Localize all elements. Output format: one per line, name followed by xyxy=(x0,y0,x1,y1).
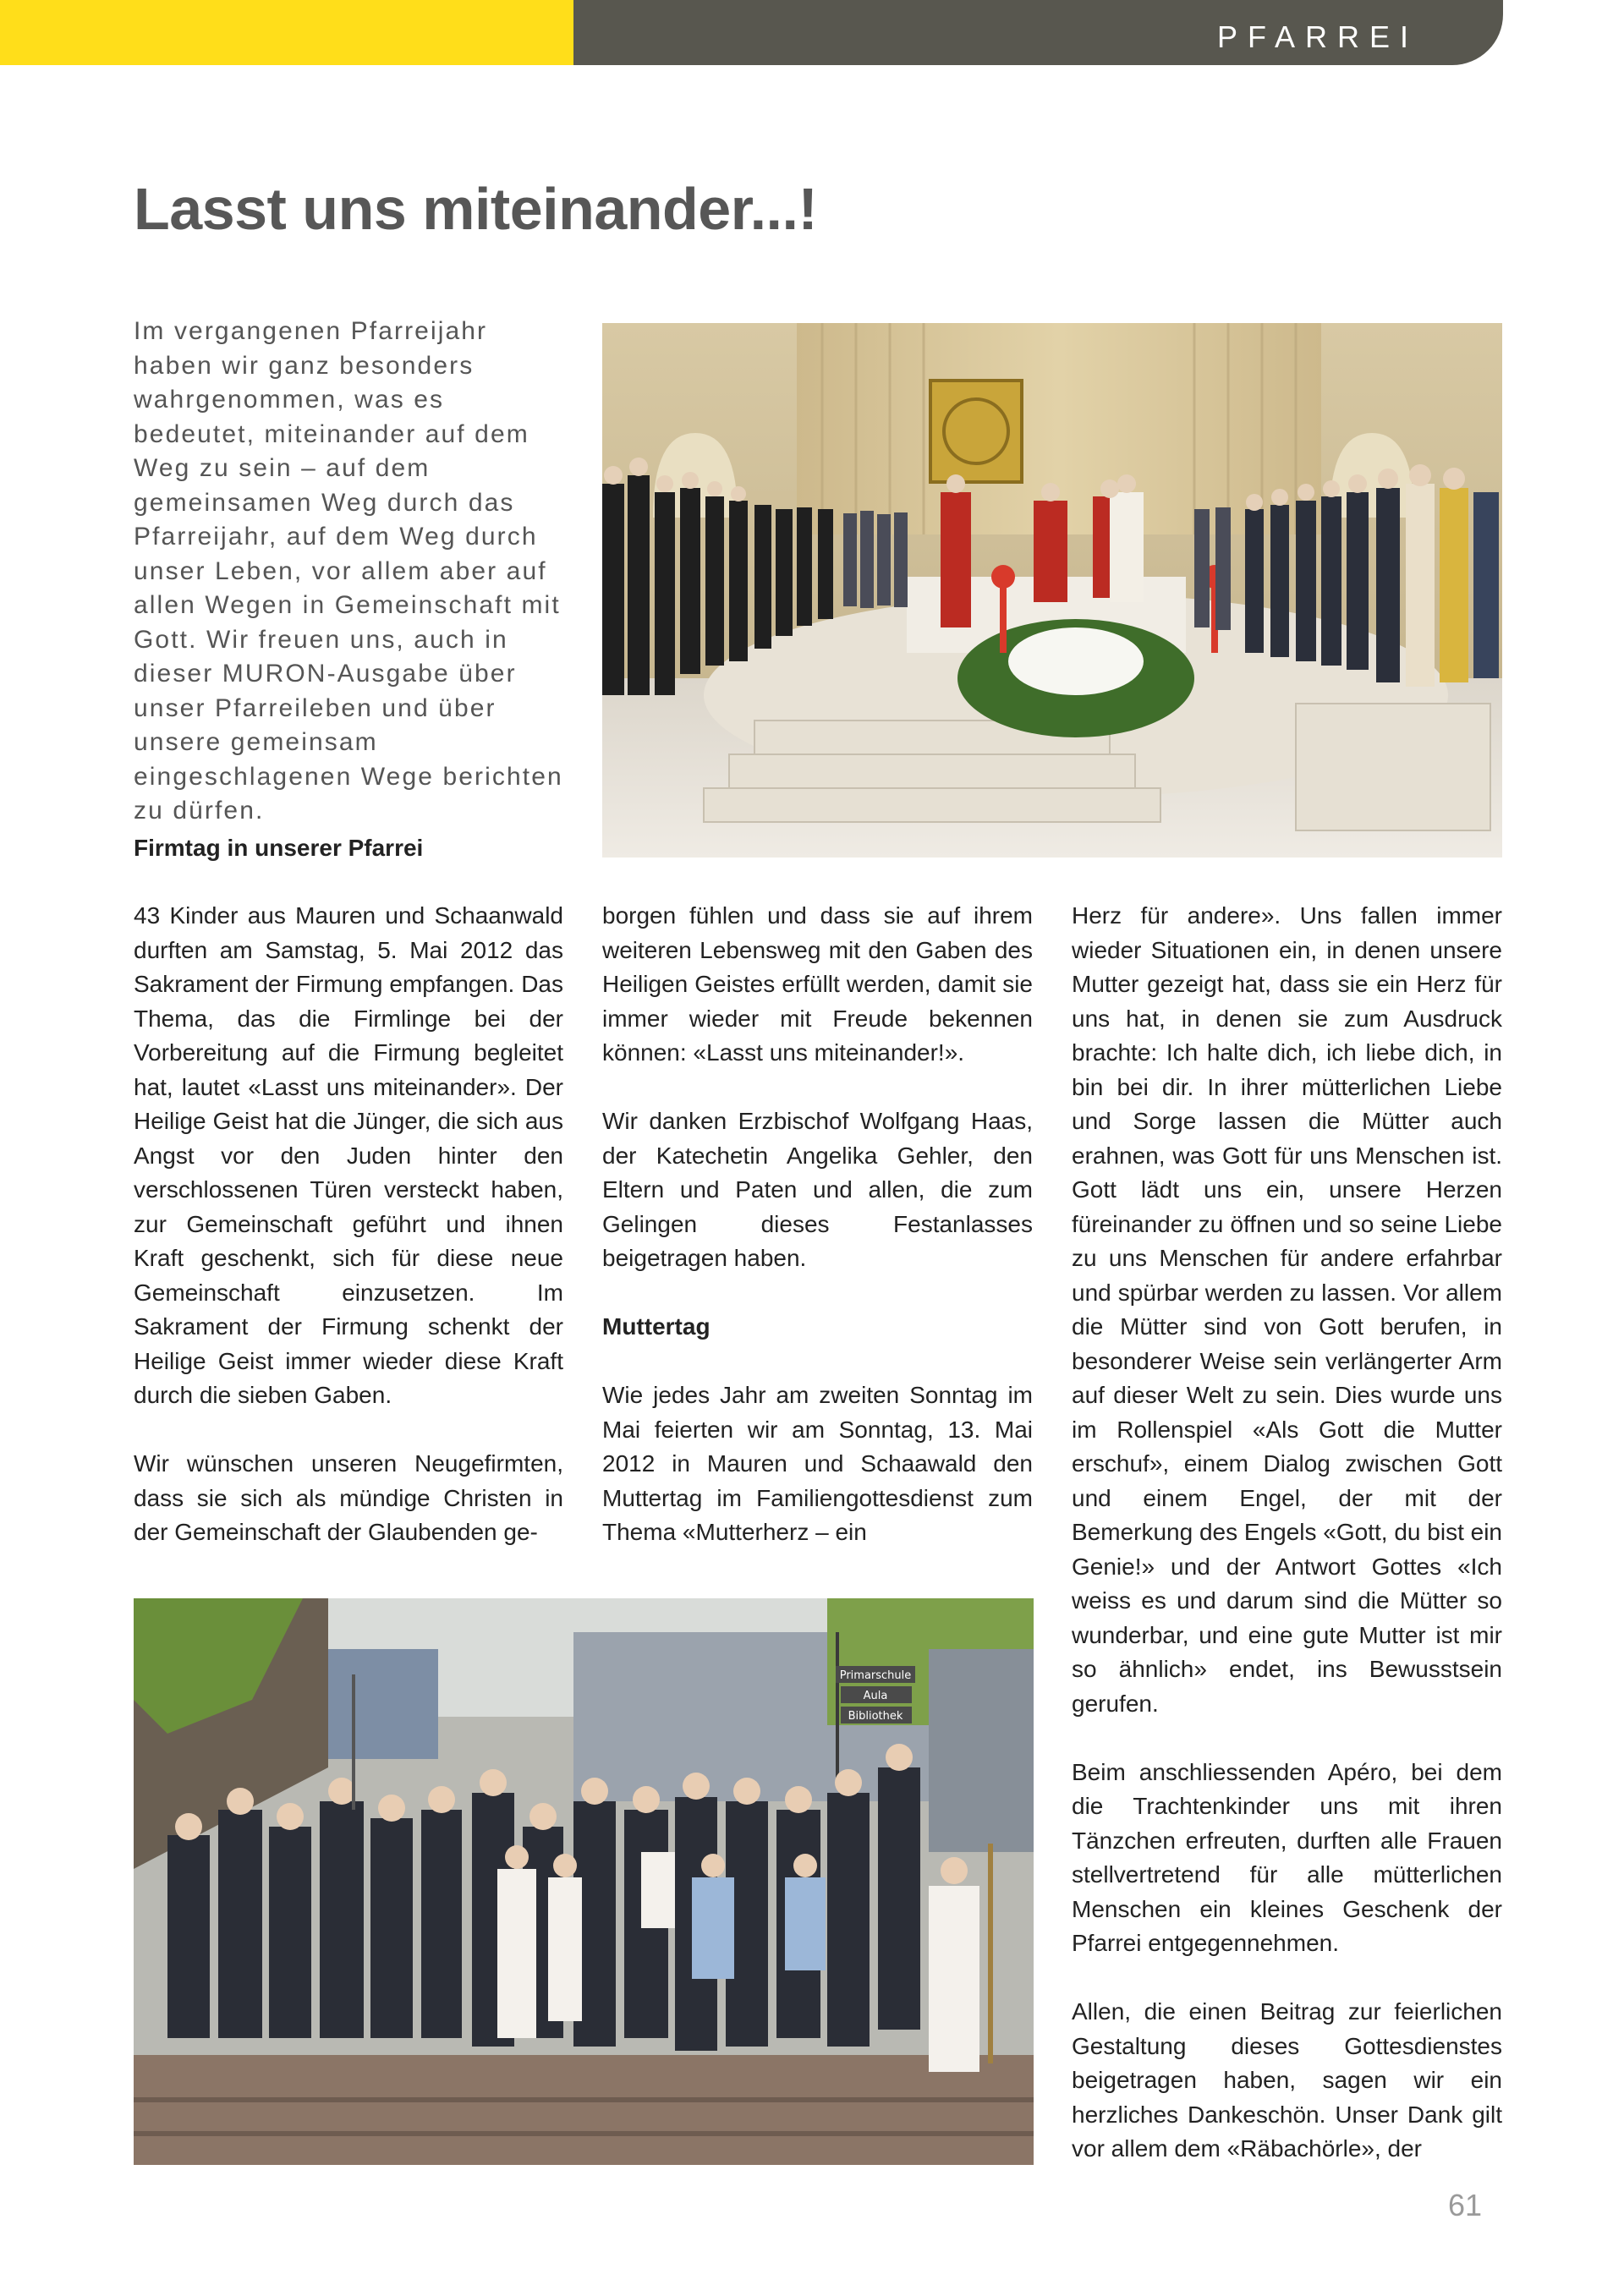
section-heading-firmtag: Firmtag in unserer Pfarrei xyxy=(134,835,424,861)
sign-text: Primarschule xyxy=(839,1669,912,1682)
text-column-1 xyxy=(134,899,563,1550)
paragraph: Herz für andere». Uns fallen immer wieder Situationen ein, in denen unsere Mutter gezeigt hat, dass sie ein Herz für uns hat, in denen sie zum Ausdruck brachte: Ich halte dich, ich liebe dich, in bin bei dir. In ihrer mütterlichen Liebe und Sorge lassen die Mütter auch erahnen, was Gott für uns Menschen ist. Gott lädt uns ein, unsere Herzen füreinander zu öffnen und so seine Liebe zu uns Menschen für andere erfahrbar und spürbar werden zu lassen. Vor allem die Mütter sind von Gott berufen, in besonderer Weise sein verlängerter Arm auf dieser Welt zu sein. Dies wurde uns im Rollenspiel «Als Gott die Mutter erschuf», einem Dialog zwischen Gott und einem Engel, der mit der Bemerkung des Engels «Gott, du bist ein Genie!» und der Antwort Gottes «Ich weiss es und darum sind die Mütter so wunderbar, und eine gute Mutter ist mir so ähnlich» endet, ins Bewusstsein gerufen. xyxy=(1072,902,1502,1717)
section-label: PFARREI xyxy=(1216,19,1418,54)
paragraph: Beim anschliessenden Apéro, bei dem die Trachtenkinder uns mit ihren Tänzchen erfreuten, durften alle Frauen stellvertretend für alle mütterlichen Menschen ein kleines Geschenk der Pfarrei entgegennehmen. xyxy=(1072,1758,1502,1956)
header-accent-bar xyxy=(0,0,573,65)
sign-text: Bibliothek xyxy=(848,1710,903,1723)
text-column-2 xyxy=(602,899,1033,1550)
article-intro: Im vergangenen Pfarreijahr haben wir ganz besonders wahrgenommen, was es bedeutet, miteinander auf dem Weg zu sein – auf dem gemeinsamen Weg durch das Pfarreijahr, auf dem Weg durch unser Leben, vor allem aber auf allen Wegen in Gemeinschaft mit Gott. Wir freuen uns, auch in dieser MURON-Ausgabe über unser Pfarreileben und über unsere gemeinsam eingeschlagenen Wege berichten zu dürfen. xyxy=(134,317,563,825)
section-header-bar xyxy=(573,0,1503,65)
photo-group-confirmands xyxy=(134,1598,1034,2165)
sign-text: Aula xyxy=(863,1690,888,1702)
page-number: 61 xyxy=(1448,2188,1483,2222)
text-column-3 xyxy=(1072,899,1502,2167)
paragraph: Wir wünschen unseren Neugefirmten, dass sie sich als mündige Christen in der Gemeinschaft der Glaubenden ge- xyxy=(134,1450,563,1545)
paragraph: borgen fühlen und dass sie auf ihrem weiteren Lebensweg mit den Gaben des Heiligen Geistes erfüllt werden, damit sie immer wieder mit Freude bekennen können: «Lasst uns miteinander!». xyxy=(602,902,1033,1066)
paragraph: 43 Kinder aus Mauren und Schaanwald durften am Samstag, 5. Mai 2012 das Sakrament der Firmung empfangen. Das Thema, das die Firmlinge bei der Vorbereitung auf die Firmung begleitet hat, lautet «Lasst uns miteinander». Der Heilige Geist hat die Jünger, die sich aus Angst vor den Juden hinter den verschlossenen Türen versteckt haben, zur Gemeinschaft geführt und ihnen Kraft geschenkt, sich für diese neue Gemeinschaft einzusetzen. Im Sakrament der Firmung schenkt der Heilige Geist immer wieder diese Kraft durch die sieben Gaben. xyxy=(134,902,563,1408)
photo-confirmation-mass xyxy=(602,323,1502,858)
article-title: Lasst uns miteinander...! xyxy=(134,176,818,242)
paragraph: Wie jedes Jahr am zweiten Sonntag im Mai feierten wir am Sonntag, 13. Mai 2012 in Mauren und Schaawald den Muttertag im Familiengottesdienst zum Thema «Mutterherz – ein xyxy=(602,1382,1033,1545)
section-heading-muttertag: Muttertag xyxy=(602,1313,710,1340)
paragraph: Wir danken Erzbischof Wolfgang Haas, der Katechetin Angelika Gehler, den Eltern und Paten und allen, die zum Gelingen dieses Festanlasses beigetragen haben. xyxy=(602,1108,1033,1271)
paragraph: Allen, die einen Beitrag zur feierlichen Gestaltung dieses Gottesdienstes beigetragen haben, sagen wir ein herzliches Dankeschön. Unser Dank gilt vor allem dem «Räbachörle», der xyxy=(1072,1998,1502,2162)
